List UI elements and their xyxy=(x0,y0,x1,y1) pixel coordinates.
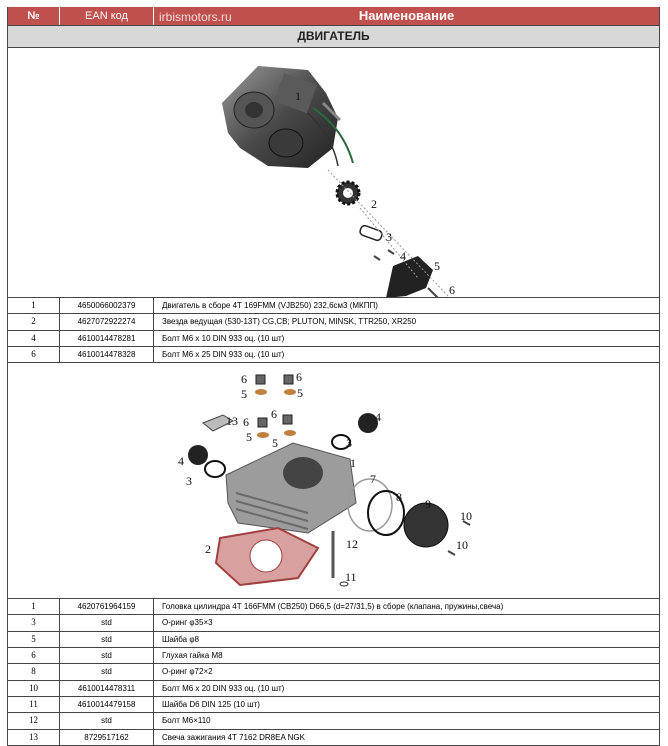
row-ean: std xyxy=(60,664,154,679)
row-ean: std xyxy=(60,648,154,663)
table-row xyxy=(8,632,659,648)
callout-label: 4 xyxy=(375,410,381,425)
callout-label: 3 xyxy=(386,230,392,244)
row-ean: std xyxy=(60,713,154,728)
callout-label: 2 xyxy=(371,197,377,211)
row-name: Двигатель в сборе 4Т 169FMM (VJB250) 232,6см3 (МКПП) xyxy=(162,301,378,310)
parts-table-2 xyxy=(8,599,659,746)
callout-label: 13 xyxy=(226,414,238,429)
cylinder-head xyxy=(226,443,356,533)
watermark: irbismotors.ru xyxy=(159,10,232,24)
row-ean: std xyxy=(60,632,154,647)
callout-label: 1 xyxy=(350,456,356,471)
callout-label: 10 xyxy=(460,509,472,524)
bolt-short xyxy=(388,250,394,254)
table-row xyxy=(8,730,659,746)
callout-label: 5 xyxy=(241,387,247,402)
row-name: Шайба φ8 xyxy=(162,634,199,644)
parts-sheet xyxy=(7,7,660,746)
sprocket-cover xyxy=(386,256,433,297)
row-name: О-ринг φ35×3 xyxy=(162,618,213,628)
row-number: 1 xyxy=(8,298,60,313)
table-row xyxy=(8,713,659,729)
table-row xyxy=(8,681,659,697)
callout-label: 2 xyxy=(205,542,211,557)
callout-label: 6 xyxy=(296,370,302,385)
row-number: 4 xyxy=(8,331,60,346)
callout-label: 8 xyxy=(396,490,402,505)
row-number: 12 xyxy=(8,713,60,728)
table-row xyxy=(8,648,659,664)
row-number: 6 xyxy=(8,648,60,663)
table-row xyxy=(8,615,659,631)
table-row xyxy=(8,347,659,363)
row-number: 6 xyxy=(8,347,60,362)
row-number: 2 xyxy=(8,314,60,329)
valve-cap xyxy=(188,445,208,465)
callout-label: 10 xyxy=(456,538,468,553)
row-name: Болт М6 х 10 DIN 933 оц. (10 шт) xyxy=(162,333,285,343)
callout-label: 5 xyxy=(272,436,278,451)
row-name: Свеча зажигания 4Т 7162 DR8EA NGK xyxy=(162,732,305,742)
engine-diagram xyxy=(8,48,659,298)
parts-table-1 xyxy=(8,298,659,363)
callout-label: 11 xyxy=(345,570,357,585)
row-ean: 4610014478281 xyxy=(60,331,154,346)
row-ean: std xyxy=(60,615,154,630)
callout-label: 7 xyxy=(370,472,376,487)
row-ean: 8729517162 xyxy=(60,730,154,745)
callout-label: 9 xyxy=(425,497,431,512)
cylinder-head-illustration xyxy=(8,363,659,598)
row-number: 1 xyxy=(8,599,60,614)
row-name: Шайба D6 DIN 125 (10 шт) xyxy=(162,699,260,709)
row-number: 3 xyxy=(8,615,60,630)
sprocket xyxy=(337,182,359,204)
cylinder-head-diagram xyxy=(8,363,659,599)
table-row xyxy=(8,314,659,330)
row-number: 8 xyxy=(8,664,60,679)
callout-label: 4 xyxy=(178,454,184,469)
table-row xyxy=(8,298,659,314)
gasket-bore xyxy=(250,540,282,572)
section-title: ДВИГАТЕЛЬ xyxy=(8,26,659,48)
row-ean: 4620761964159 xyxy=(60,599,154,614)
row-name: Звезда ведущая (530-13Т) CG,CB; PLUTON, MINSK, TTR250, XR250 xyxy=(162,317,417,327)
row-name: О-ринг φ72×2 xyxy=(162,667,213,677)
header-name: Наименование xyxy=(358,8,455,23)
row-name: Глухая гайка М8 xyxy=(162,651,223,661)
bolt xyxy=(448,551,455,555)
callout-label: 6 xyxy=(271,407,277,422)
row-number: 11 xyxy=(8,697,60,712)
header-number: № xyxy=(8,7,60,25)
table-row xyxy=(8,697,659,713)
o-ring xyxy=(205,461,225,477)
callout-label: 6 xyxy=(243,415,249,430)
table-header xyxy=(8,7,659,26)
header-ean: EAN код xyxy=(60,7,154,25)
table-row xyxy=(8,331,659,347)
engine-assembly xyxy=(222,66,353,168)
header-name-cell xyxy=(154,7,659,25)
engine-illustration xyxy=(8,48,659,297)
bolt-short xyxy=(374,256,380,260)
retainer-plate xyxy=(359,225,383,242)
row-name: Головка цилиндра 4Т 166FMM (CB250) D66,5 (d=27/31,5) в сборе (клапана, пружины,свеча) xyxy=(162,602,504,612)
row-number: 13 xyxy=(8,730,60,745)
row-name: Болт М6 х 20 DIN 933 оц. (10 шт) xyxy=(162,683,285,693)
callout-label: 3 xyxy=(186,474,192,489)
row-name: Болт М6×110 xyxy=(162,716,211,726)
callout-label: 5 xyxy=(297,386,303,401)
row-number: 10 xyxy=(8,681,60,696)
bolt-long xyxy=(428,288,440,297)
row-ean: 4610014479158 xyxy=(60,697,154,712)
row-ean: 4610014478328 xyxy=(60,347,154,362)
callout-label: 3 xyxy=(346,436,352,451)
row-ean: 4627072922274 xyxy=(60,314,154,329)
table-row xyxy=(8,599,659,615)
callout-label: 6 xyxy=(241,372,247,387)
callout-label: 5 xyxy=(246,430,252,445)
callout-label: 6 xyxy=(449,283,455,297)
callout-label: 12 xyxy=(346,537,358,552)
callout-label: 4 xyxy=(400,249,406,263)
row-ean: 4610014478311 xyxy=(60,681,154,696)
callout-label: 5 xyxy=(434,259,440,273)
row-ean: 4650066002379 xyxy=(60,298,154,313)
table-row xyxy=(8,664,659,680)
row-number: 5 xyxy=(8,632,60,647)
callout-label: 1 xyxy=(295,89,301,103)
row-name: Болт М6 х 25 DIN 933 оц. (10 шт) xyxy=(162,349,285,359)
